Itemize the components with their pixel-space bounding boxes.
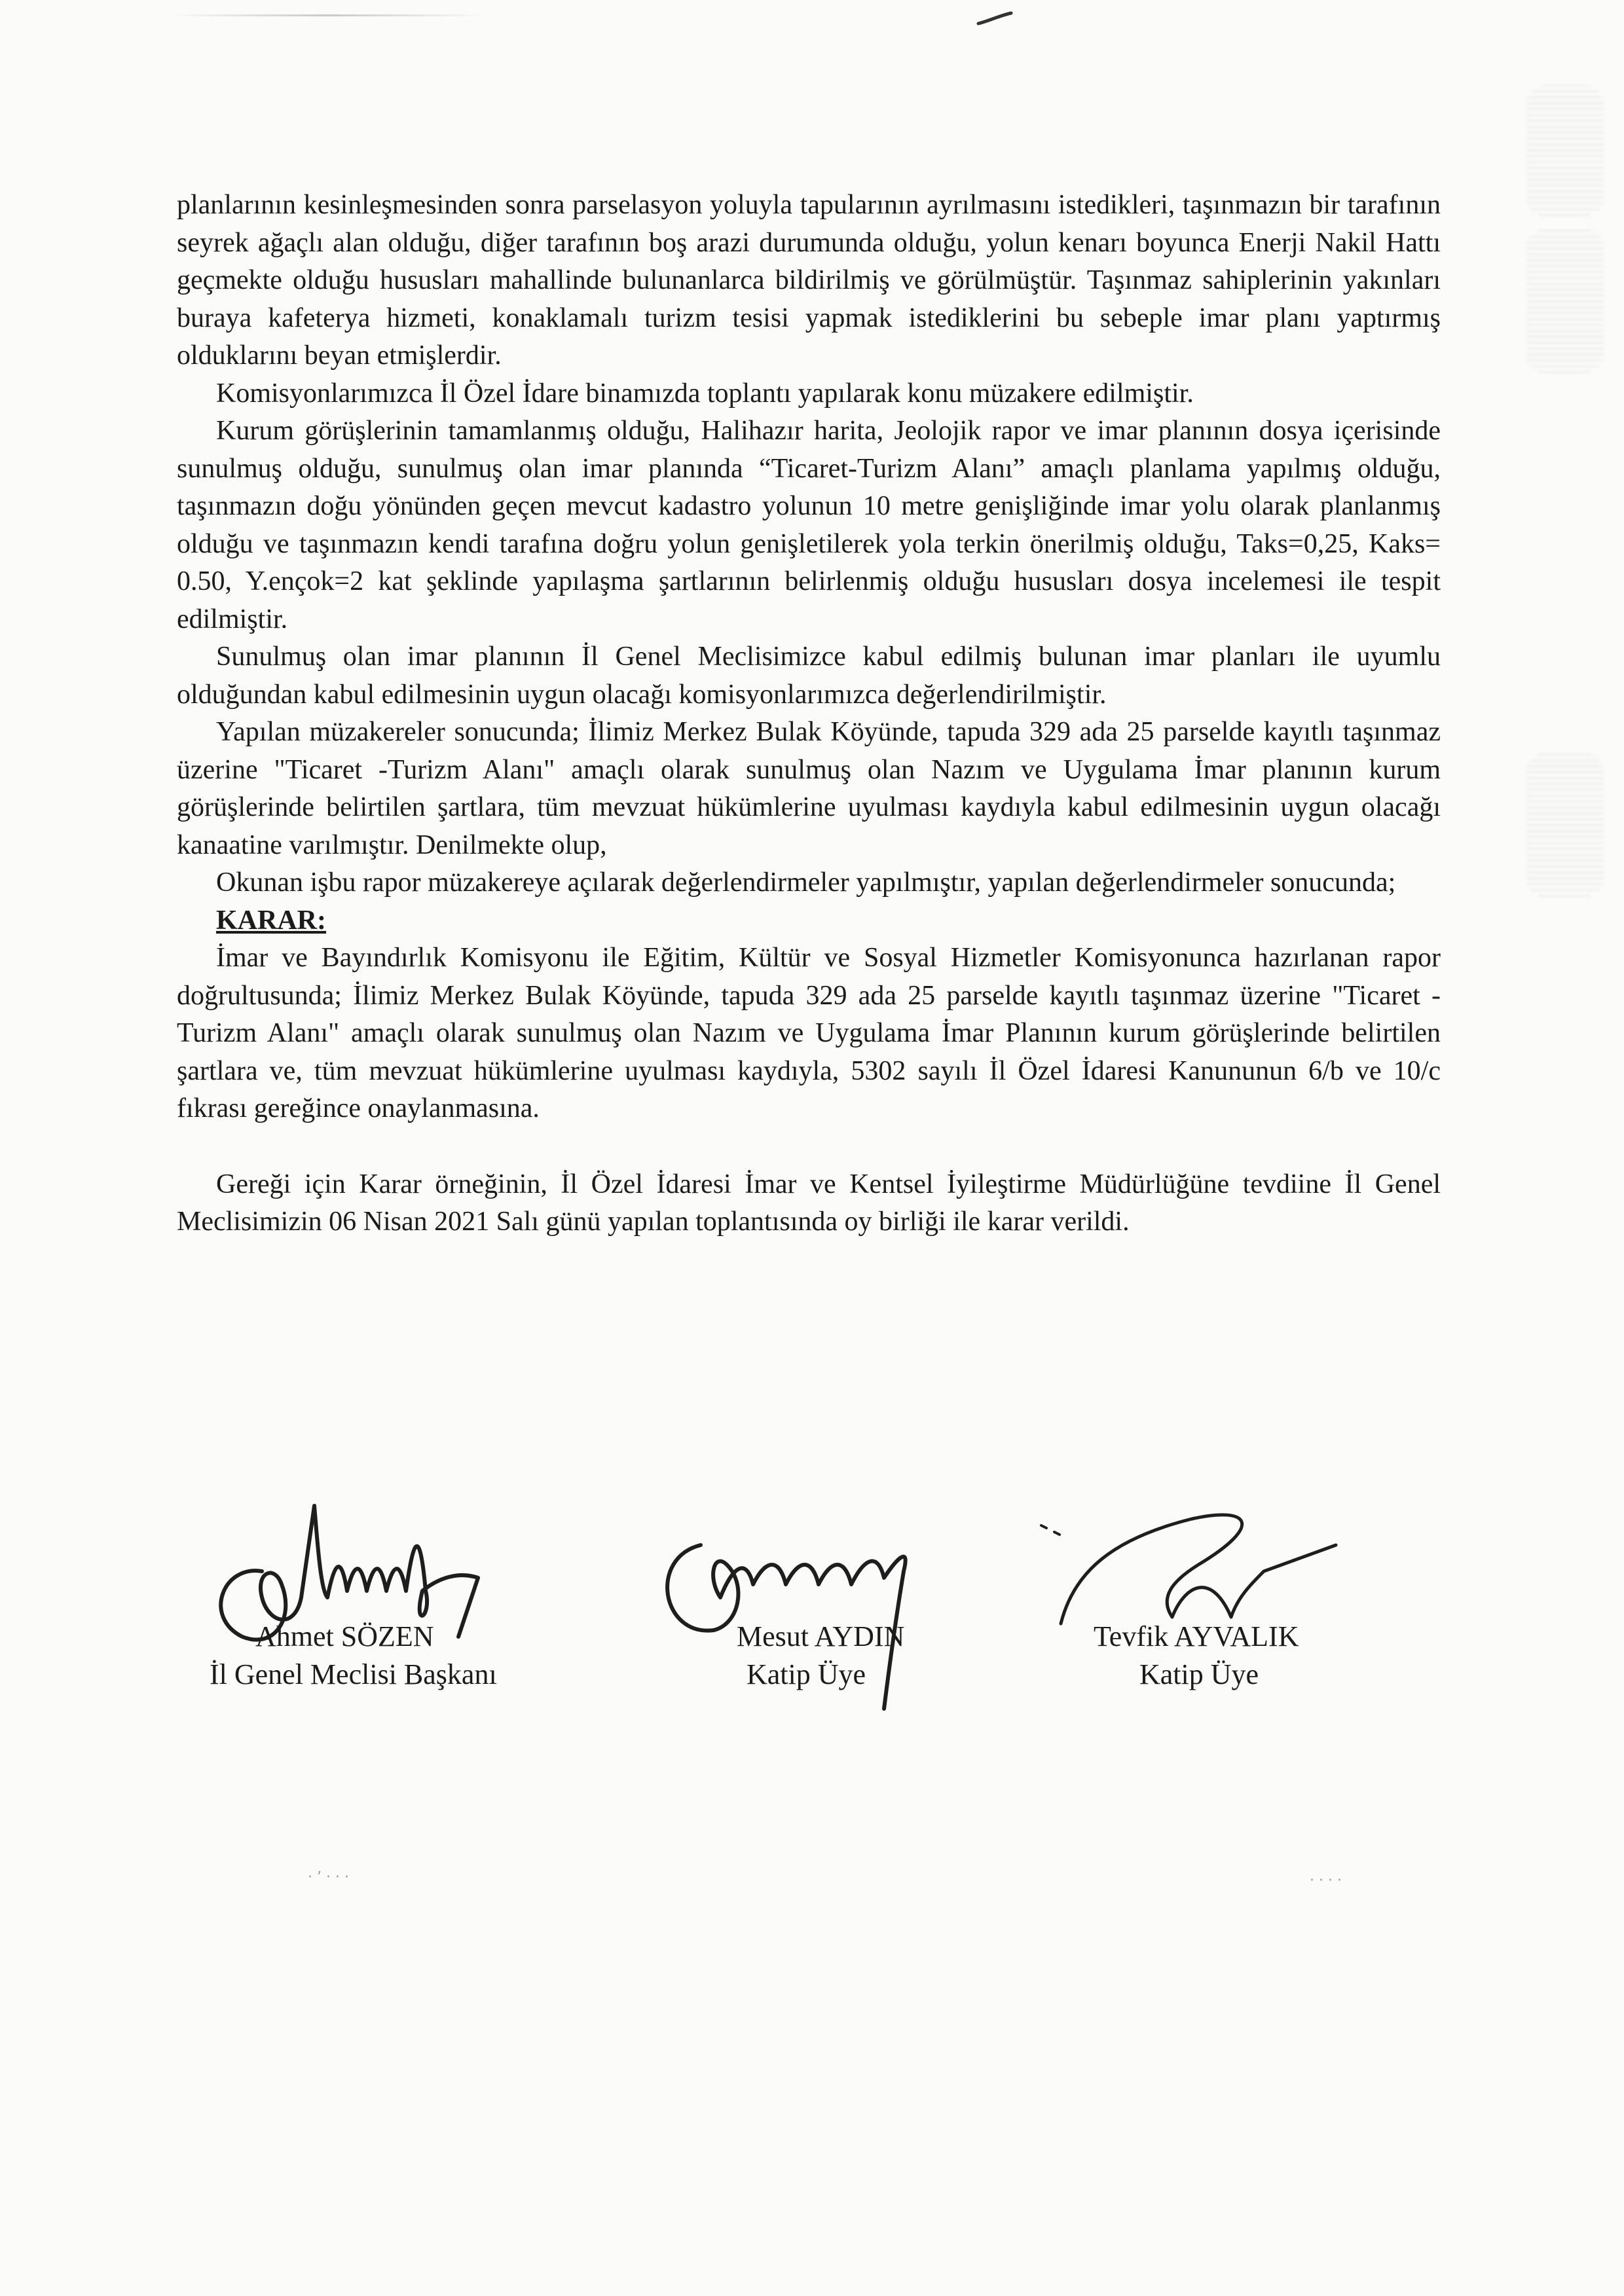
- paragraph: Kurum görüşlerinin tamamlanmış olduğu, Halihazır harita, Jeolojik rapor ve imar planının dosya içerisinde sunulmuş olduğu, sunulmuş olan imar planında “Ticaret-Turizm Alanı” amaçlı planlama yapılmış olduğu, taşınmazın doğu yönünden geçen mevcut kadastro yolunun 10 metre genişliğinde imar yolu olarak planlanmış olduğu ve taşınmazın kendi tarafına doğru yolun genişletilerek yola terkin önerilmiş olduğu, Taks=0,25, Kaks= 0.50, Y.ençok=2 kat şeklinde yapılaşma şartlarının belirlenmiş olduğu hususları dosya incelemesi ile tespit edilmiştir.: [177, 416, 1441, 634]
- paragraph: Sunulmuş olan imar planının İl Genel Meclisimizce kabul edilmiş bulunan imar planları ile uyumlu olduğundan kabul edilmesinin uygun olacağı komisyonlarımızca değerlendirilmiştir.: [177, 642, 1441, 710]
- signatory-title: Katip Üye: [747, 1658, 866, 1690]
- paragraph: Okunan işbu rapor müzakereye açılarak değerlendirmeler yapılmıştır, yapılan değerlendirmeler sonucunda;: [216, 867, 1396, 898]
- paragraph: planlarının kesinleşmesinden sonra parselasyon yoluyla tapularının ayrılmasını istedikleri, taşınmazın bir tarafının seyrek ağaçlı alan olduğu, diğer tarafının boş arazi durumunda olduğu, yolun kenarı boyunca Enerji Nakil Hattı geçmekte olduğu hususları mahallinde bulunanlarca bildirilmiş ve görülmüştür. Taşınmaz sahiplerinin yakınları buraya kafeterya hizmeti, konaklamalı turizm tesisi yapmak istediklerini bu sebeple imar planı yaptırmış olduklarını beyan etmişlerdir.: [177, 190, 1441, 371]
- decision-heading: KARAR:: [216, 905, 326, 936]
- paragraph: Yapılan müzakereler sonucunda; İlimiz Merkez Bulak Köyünde, tapuda 329 ada 25 parselde kayıtlı taşınmaz üzerine "Ticaret -Turizm Alanı" amaçlı olarak sunulmuş olan Nazım ve Uygulama İmar planının kurum görüşlerinde belirtilen şartlara, tüm mevzuat hükümlerine uyulması kaydıyla kabul edilmesinin uygun olacağı kanaatine varılmıştır. Denilmekte olup,: [177, 717, 1441, 860]
- scan-artifact-bottom-right: · · · ·: [1310, 1872, 1342, 1889]
- scan-artifact-right-edge: [1526, 753, 1604, 897]
- scan-artifact-top-line: [170, 14, 485, 16]
- signature-chairman: [164, 1467, 557, 1715]
- scan-artifact-bottom-left: · ʼ · · ·: [308, 1869, 349, 1886]
- signatory-title: İl Genel Meclisi Başkanı: [210, 1658, 497, 1690]
- scan-artifact-right-edge: [1526, 229, 1604, 373]
- signatory-name: Tevfik AYVALIK: [1094, 1620, 1299, 1652]
- signature-clerk-2: [1035, 1467, 1342, 1715]
- signatory-name: Ahmet SÖZEN: [255, 1620, 434, 1652]
- document-body: [177, 187, 1441, 1241]
- scan-artifact-right-edge: [1526, 85, 1604, 216]
- decision-paragraph: İmar ve Bayındırlık Komisyonu ile Eğitim, Kültür ve Sosyal Hizmetler Komisyonunca hazırlanan rapor doğrultusunda; İlimiz Merkez Bulak Köyünde, tapuda 329 ada 25 parselde kayıtlı taşınmaz üzerine "Ticaret -Turizm Alanı" amaçlı olarak sunulmuş olan Nazım ve Uygulama İmar Planının kurum görüşlerinde belirtilen şartlara ve, tüm mevzuat hükümlerine uyulması kaydıyla, 5302 sayılı İl Özel İdaresi Kanununun 6/b ve 10/c fıkrası gereğince onaylanmasına.: [177, 943, 1441, 1123]
- closing-paragraph: Gereği için Karar örneğinin, İl Özel İdaresi İmar ve Kentsel İyileştirme Müdürlüğüne tevdiine İl Genel Meclisimizin 06 Nisan 2021 Salı günü yapılan toplantısında oy birliği ile karar verildi.: [177, 1169, 1441, 1237]
- signatory-title: Katip Üye: [1139, 1658, 1259, 1690]
- paragraph: Komisyonlarımızca İl Özel İdare binamızda toplantı yapılarak konu müzakere edilmiştir.: [216, 378, 1194, 409]
- signature-block: [164, 1467, 1342, 1715]
- scan-artifact-top-mark: [976, 9, 1015, 29]
- signatory-name: Mesut AYDIN: [737, 1620, 905, 1652]
- signature-clerk-1: [622, 1467, 1015, 1715]
